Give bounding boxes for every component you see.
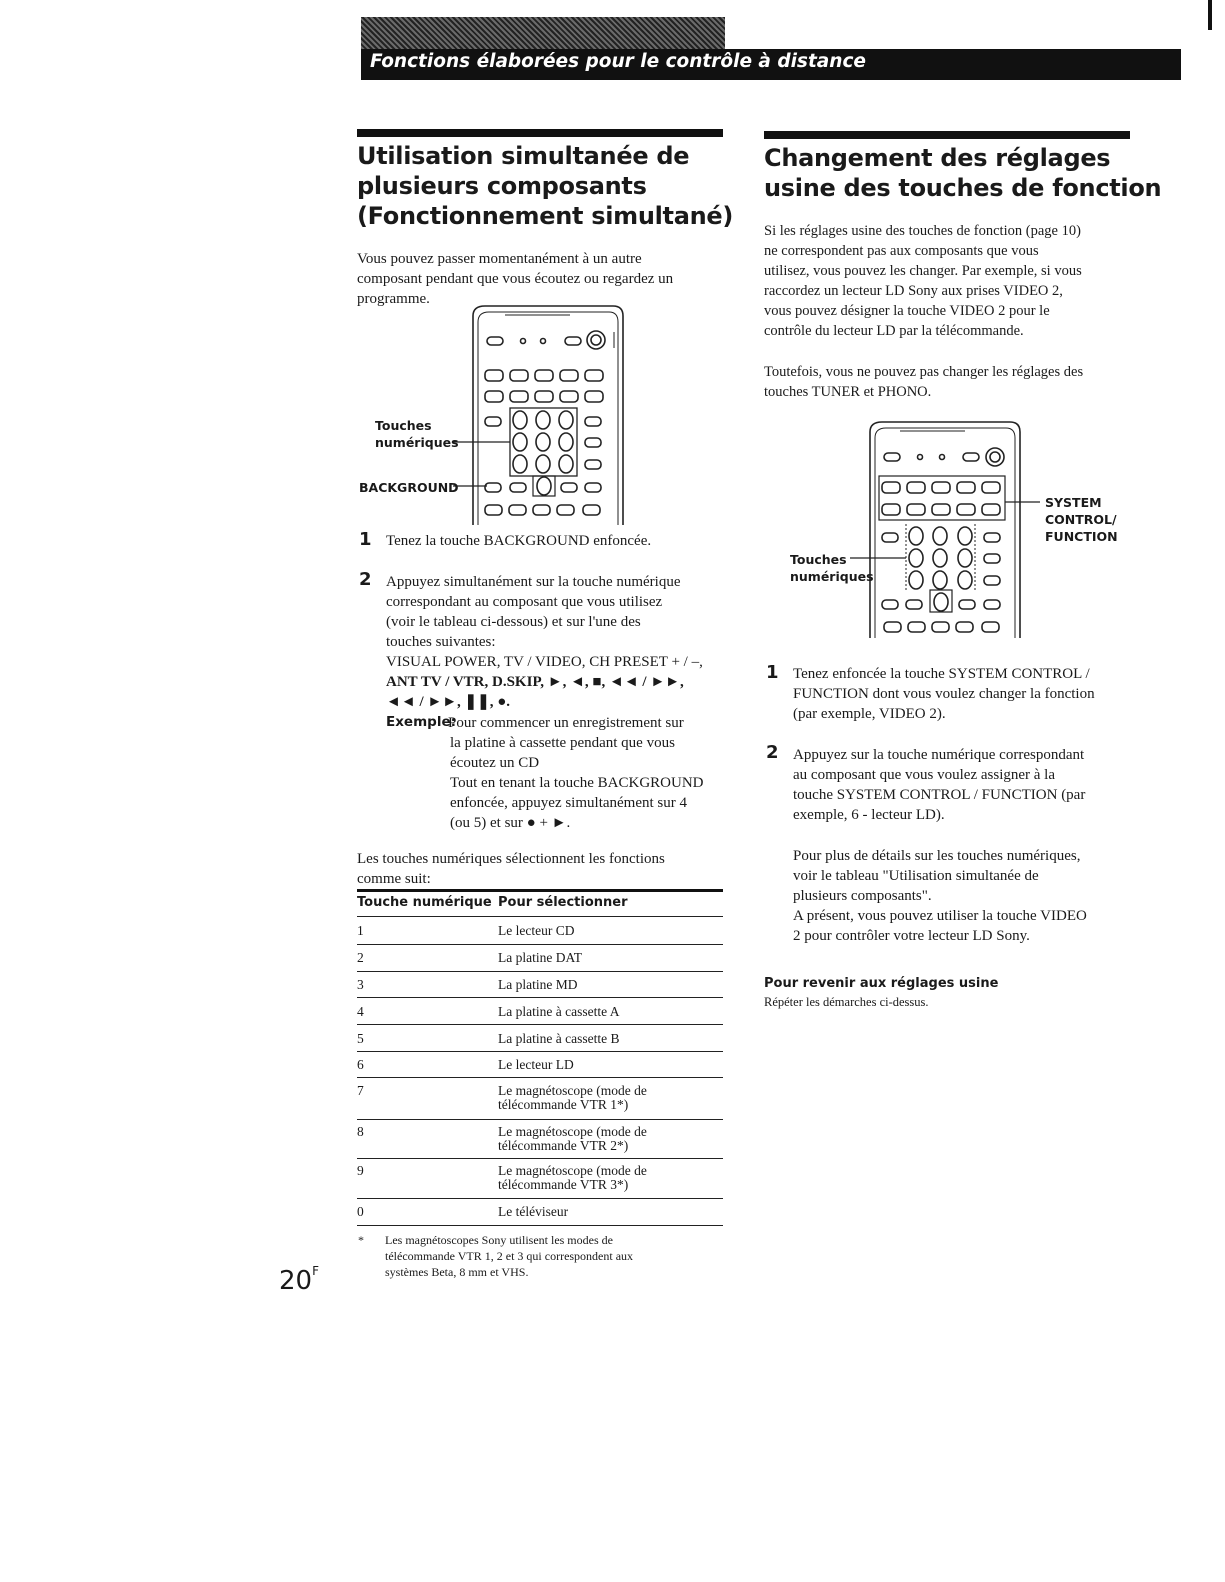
label-line: SYSTEM: [1045, 495, 1102, 510]
step-line: FUNCTION dont vous voulez changer la fonction: [793, 686, 1095, 702]
table-rule: [357, 1225, 723, 1226]
step-line: exemple, 6 - lecteur LD).: [793, 807, 945, 823]
example-line: Tout en tenant la touche BACKGROUND: [450, 775, 704, 791]
table-cell-value: La platine à cassette B: [498, 1031, 620, 1046]
intro-line: Vous pouvez passer momentanément à un autre: [357, 251, 642, 267]
table-cell-key: 5: [357, 1031, 364, 1046]
table-rule: [357, 1158, 723, 1159]
page-number: [279, 1266, 319, 1296]
step-1-text: Tenez la touche BACKGROUND enfoncée.: [386, 533, 652, 549]
left-heading-rule: [357, 129, 723, 137]
table-intro: [357, 849, 665, 889]
example-line: la platine à cassette pendant que vous: [450, 735, 675, 751]
footnote-line: Les magnétoscopes Sony utilisent les modes de: [385, 1233, 613, 1247]
para-line: vous pouvez désigner la touche VIDEO 2 pour le: [764, 303, 1050, 319]
example-line: Pour commencer un enregistrement sur: [448, 715, 684, 731]
example-line: enfoncée, appuyez simultanément sur 4: [450, 795, 687, 811]
step-line: Appuyez simultanément sur la touche numérique: [386, 574, 681, 590]
para-line: contrôle du lecteur LD par la télécommande.: [764, 323, 1024, 339]
table-cell-key: 0: [357, 1204, 364, 1219]
label-line: Touches: [790, 552, 847, 567]
table-cell-key: 3: [357, 977, 364, 992]
numeric-keys-label-right: [790, 551, 874, 585]
note-line: voir le tableau "Utilisation simultanée de: [793, 868, 1039, 884]
step-number: 2: [766, 742, 779, 763]
table-rule: [357, 1119, 723, 1120]
cell-line: télécommande VTR 1*): [498, 1097, 629, 1112]
reset-heading: Pour revenir aux réglages usine: [764, 976, 999, 991]
table-cell-key: 8: [357, 1124, 364, 1139]
example-line: écoutez un CD: [450, 755, 540, 771]
cell-line: Le magnétoscope (mode de: [498, 1124, 647, 1139]
intro-line: Les touches numériques sélectionnent les fonctions: [357, 851, 665, 867]
step-line: au composant que vous voulez assigner à la: [793, 767, 1056, 783]
label-line: Touches: [375, 418, 432, 433]
page-language-suffix: F: [312, 1264, 319, 1278]
intro-line: comme suit:: [357, 871, 431, 887]
step-2-text: [386, 572, 703, 712]
table-cell-value: La platine MD: [498, 977, 578, 992]
system-control-label: [1045, 494, 1118, 545]
note-line: 2 pour contrôler votre lecteur LD Sony.: [793, 928, 1030, 944]
para-line: touches TUNER et PHONO.: [764, 384, 932, 400]
step-line: ANT TV / VTR, D.SKIP, ►, ◄, ■, ◄◄ / ►►,: [386, 674, 684, 690]
para-line: utilisez, vous pouvez les changer. Par exemple, si vous: [764, 263, 1082, 279]
para-line: Toutefois, vous ne pouvez pas changer les réglages des: [764, 364, 1084, 380]
step-number: 1: [766, 662, 779, 683]
label-line: numériques: [375, 435, 459, 450]
table-cell-value: [498, 1084, 647, 1112]
example-label: Exemple:: [386, 714, 456, 730]
table-top-rule: [357, 889, 723, 892]
right-heading-line: Changement des réglages: [764, 144, 1111, 172]
step-line: correspondant au composant que vous utilisez: [386, 594, 663, 610]
table-cell-value: La platine DAT: [498, 950, 582, 965]
example-line: (ou 5) et sur ● + ►.: [450, 815, 571, 831]
right-heading-line: usine des touches de fonction: [764, 174, 1162, 202]
background-key-label: BACKGROUND: [359, 480, 459, 495]
footnote-mark: *: [358, 1233, 364, 1247]
intro-line: composant pendant que vous écoutez ou regardez un: [357, 271, 674, 287]
para-line: raccordez un lecteur LD Sony aux prises VIDEO 2,: [764, 283, 1063, 299]
numeric-keys-label: [375, 417, 459, 451]
table-rule: [357, 1077, 723, 1078]
right-heading-rule: [764, 131, 1130, 139]
left-heading-line: plusieurs composants: [357, 172, 647, 200]
table-cell-key: 9: [357, 1163, 364, 1178]
step-line: (voir le tableau ci-dessous) et sur l'une des: [386, 614, 641, 630]
step-line: touches suivantes:: [386, 634, 496, 650]
label-line: FUNCTION: [1045, 529, 1118, 544]
edge-mark: [1208, 0, 1212, 30]
step-line: Tenez enfoncée la touche SYSTEM CONTROL /: [793, 666, 1090, 682]
table-cell-value: Le lecteur CD: [498, 923, 575, 938]
footnote: [385, 1232, 633, 1280]
step-line: (par exemple, VIDEO 2).: [793, 706, 946, 722]
table-header-key: Touche numérique: [357, 895, 492, 910]
table-cell-value: Le lecteur LD: [498, 1057, 574, 1072]
table-rule: [357, 1051, 723, 1052]
left-heading-line: (Fonctionnement simultané): [357, 202, 734, 230]
page-number-value: 20: [279, 1266, 313, 1296]
table-cell-value: La platine à cassette A: [498, 1004, 620, 1019]
right-para-2: [764, 362, 1083, 402]
step-number: 2: [359, 569, 372, 590]
table-rule: [357, 1198, 723, 1199]
para-line: ne correspondent pas aux composants que vous: [764, 243, 1039, 259]
table-cell-key: 1: [357, 923, 364, 938]
right-step-1-text: [793, 664, 1095, 724]
cell-line: télécommande VTR 3*): [498, 1177, 629, 1192]
label-line: CONTROL/: [1045, 512, 1117, 527]
table-cell-value: [498, 1164, 647, 1192]
left-heading-line: Utilisation simultanée de: [357, 142, 690, 170]
cell-line: télécommande VTR 2*): [498, 1138, 629, 1153]
footnote-line: systèmes Beta, 8 mm et VHS.: [385, 1265, 529, 1279]
note-line: Pour plus de détails sur les touches numériques,: [793, 848, 1081, 864]
note-line: plusieurs composants".: [793, 888, 932, 904]
label-line: numériques: [790, 569, 874, 584]
table-cell-value: [498, 1125, 647, 1153]
cell-line: Le magnétoscope (mode de: [498, 1163, 647, 1178]
table-cell-key: 7: [357, 1083, 364, 1098]
table-cell-key: 4: [357, 1004, 364, 1019]
note-line: A présent, vous pouvez utiliser la touche VIDEO: [793, 908, 1087, 924]
right-para-1: [764, 221, 1082, 341]
intro-line: programme.: [357, 291, 430, 307]
table-cell-key: 2: [357, 950, 364, 965]
table-rule: [357, 916, 723, 917]
step-line: Appuyez sur la touche numérique correspondant: [793, 747, 1085, 763]
table-rule: [357, 997, 723, 998]
right-heading: [764, 143, 1161, 203]
table-cell-key: 6: [357, 1057, 364, 1072]
right-step-2-text: [793, 745, 1085, 825]
left-heading: [357, 141, 733, 231]
section-title: Fonctions élaborées pour le contrôle à distance: [370, 51, 866, 72]
header-tab-decoration: [361, 17, 725, 51]
table-rule: [357, 944, 723, 945]
table-rule: [357, 1024, 723, 1025]
right-note: [793, 846, 1087, 946]
cell-line: Le magnétoscope (mode de: [498, 1083, 647, 1098]
footnote-line: télécommande VTR 1, 2 et 3 qui correspondent aux: [385, 1249, 634, 1263]
para-line: Si les réglages usine des touches de fonction (page 10): [764, 223, 1081, 239]
table-cell-value: Le téléviseur: [498, 1204, 569, 1219]
step-line: touche SYSTEM CONTROL / FUNCTION (par: [793, 787, 1086, 803]
step-number: 1: [359, 529, 372, 550]
step-line: ◄◄ / ►►, ❚❚, ●.: [386, 694, 510, 710]
example-text: [450, 713, 704, 833]
table-rule: [357, 971, 723, 972]
step-line: VISUAL POWER, TV / VIDEO, CH PRESET + / –,: [386, 654, 703, 670]
table-header-select: Pour sélectionner: [498, 895, 628, 910]
remote-illustration-right: [760, 418, 1040, 643]
reset-text: Répéter les démarches ci-dessus.: [764, 995, 929, 1009]
